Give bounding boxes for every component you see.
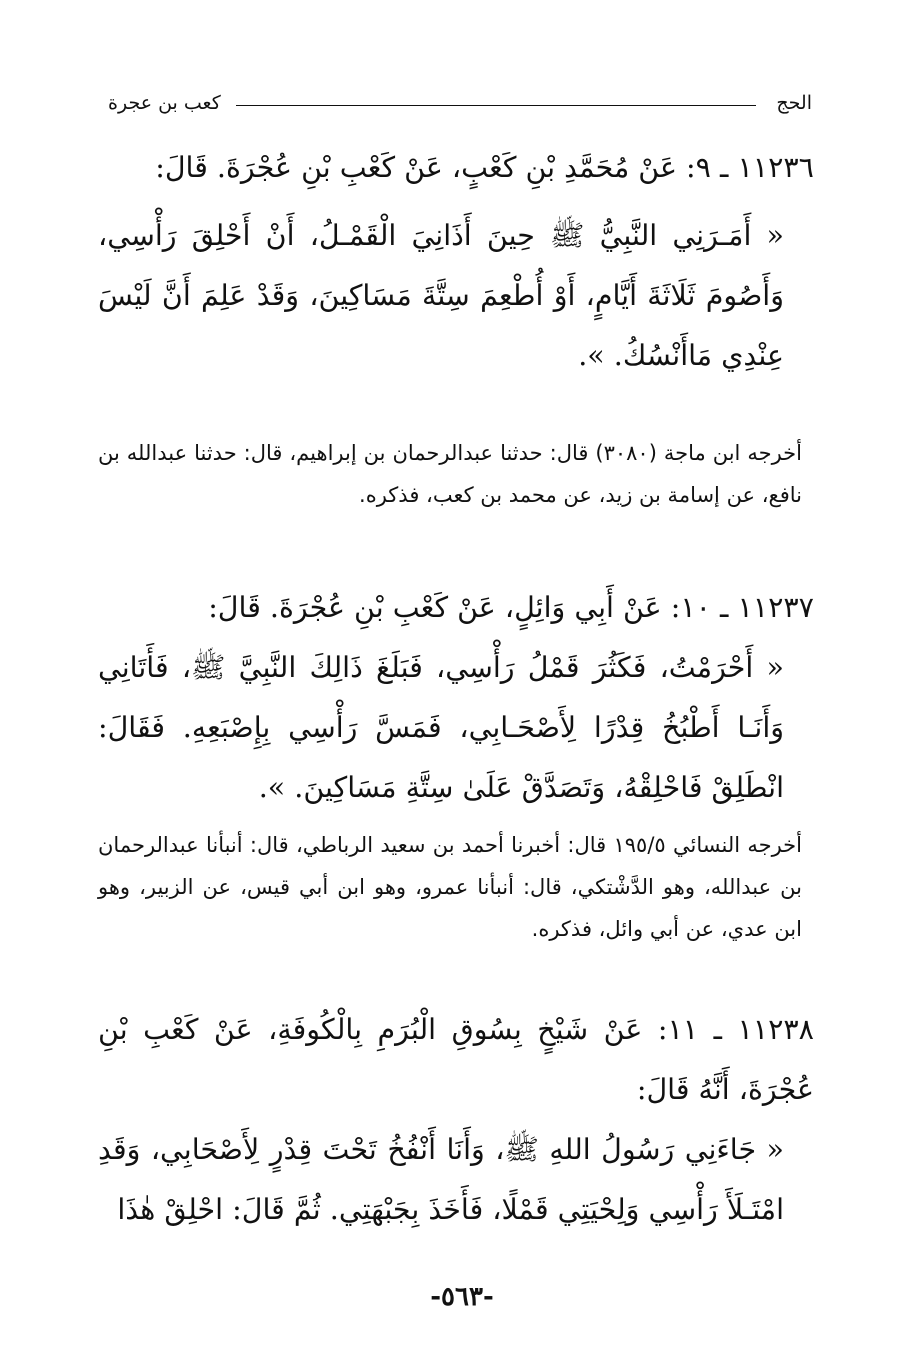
header-narrator: كعب بن عجرة: [108, 92, 221, 114]
page-number: -٥٦٣-: [430, 1282, 494, 1312]
hadith-entry-3: [98, 1000, 814, 1240]
takhrij-note-2: أخرجه النسائي ١٩٥/٥ قال: أخبرنا أحمد بن سعيد الرباطي، قال: أنبأنا عبدالرحمان بن عبدالله، وهو الدَّشْتكي، قال: أنبأنا عمرو، وهو ابن أبي قيس، عن الزبير، وهو ابن عدي، عن أبي وائل، فذكره.: [98, 833, 802, 941]
hadith-text: « جَاءَنِي رَسُولُ اللهِ ﷺ، وَأَنَا أَنْفُخُ تَحْتَ قِدْرٍ لِأَصْحَابِي، وَقَدِ امْتَـلَأَ رَأْسِي وَلِحْيَتِي قَمْلًا، فَأَخَذَ بِجَبْهَتِي. ثُمَّ قَالَ: احْلِقْ هٰذَا: [98, 1133, 784, 1226]
hadith-text: « أَمَـرَنِي النَّبِيُّ ﷺ حِينَ أَذَانِيَ الْقَمْـلُ، أَنْ أَحْلِقَ رَأْسِي، وَأَصُومَ ثَلَاثَةَ أَيَّامٍ، أَوْ أُطْعِمَ سِتَّةَ مَسَاكِينَ، وَقَدْ عَلِمَ أَنَّ لَيْسَ عِنْدِي مَاأَنْسُكُ. ».: [98, 219, 784, 372]
hadith-entry-1: [98, 138, 814, 386]
header-chapter: الحج: [776, 92, 812, 114]
takhrij-note-1: أخرجه ابن ماجة (٣٠٨٠) قال: حدثنا عبدالرحمان بن إبراهيم، قال: حدثنا عبدالله بن نافع، عن إسامة بن زيد، عن محمد بن كعب، فذكره.: [98, 441, 802, 507]
running-header: [108, 92, 812, 122]
hadith-entry-2: [98, 578, 814, 818]
hadith-heading: ١١٢٣٦ ـ ٩: عَنْ مُحَمَّدِ بْنِ كَعْبٍ، عَنْ كَعْبِ بْنِ عُجْرَةَ. قَالَ:: [155, 151, 814, 184]
hadith-heading: ١١٢٣٧ ـ ١٠: عَنْ أَبِي وَائِلٍ، عَنْ كَعْبِ بْنِ عُجْرَةَ. قَالَ:: [208, 591, 814, 624]
hadith-heading: ١١٢٣٨ ـ ١١: عَنْ شَيْخٍ بِسُوقِ الْبُرَمِ بِالْكُوفَةِ، عَنْ كَعْبِ بْنِ عُجْرَةَ، أَنَّهُ قَالَ:: [98, 1013, 814, 1106]
header-rule: [236, 105, 756, 106]
hadith-text: « أَحْرَمْتُ، فَكَثُرَ قَمْلُ رَأْسِي، فَبَلَغَ ذَالِكَ النَّبِيَّ ﷺ، فَأَتَانِي وَأَنَـا أَطْبُخُ قِدْرًا لِأَصْحَـابِي، فَمَسَّ رَأْسِي بِإِصْبَعِهِ. فَقَالَ: انْطَلِقْ فَاحْلِقْهُ، وَتَصَدَّقْ عَلَىٰ سِتَّةِ مَسَاكِينَ. ».: [98, 651, 784, 804]
